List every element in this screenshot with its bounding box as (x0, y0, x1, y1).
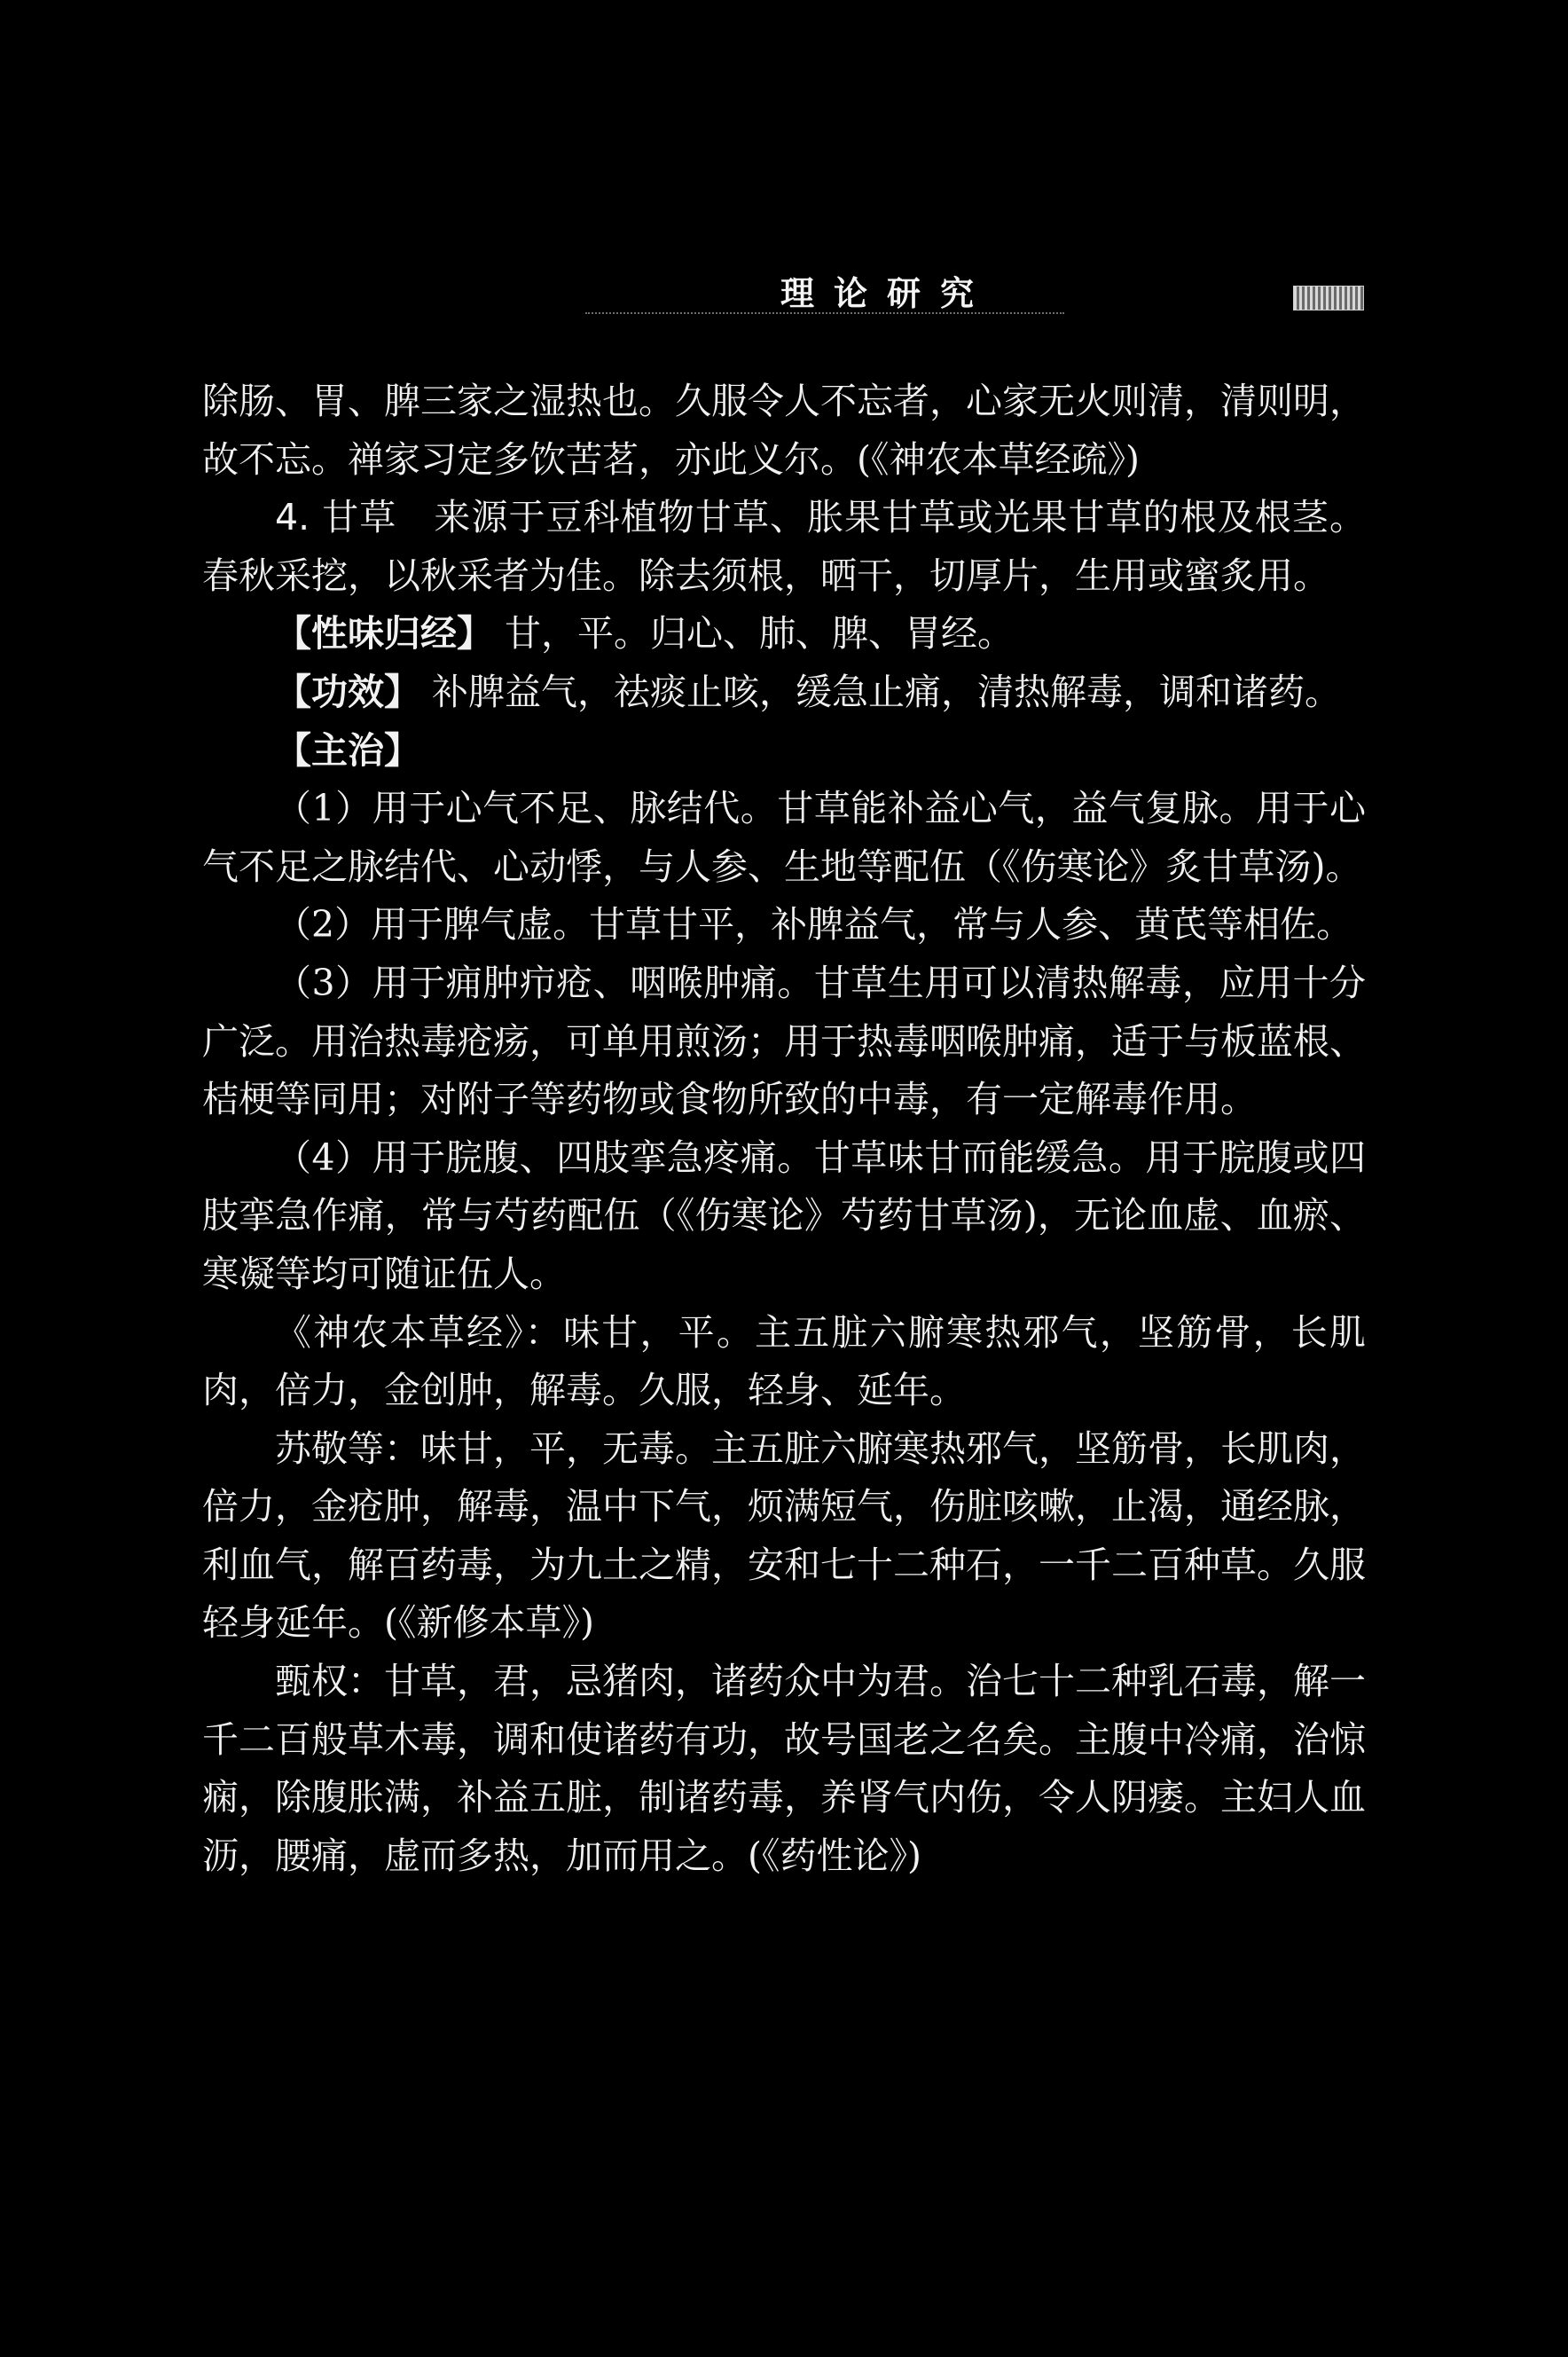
paragraph-text: 除肠、胃、脾三家之湿热也。久服令人不忘者，心家无火则清，清则明，故不忘。禅家习定多饮苦茗，亦此义尔。(《神农本草经疏》) (202, 380, 1366, 481)
paragraph-text: 补脾益气，祛痰止咳，缓急止痛，清热解毒，调和诸药。 (420, 670, 1342, 713)
paragraph-gancao-source (202, 489, 1366, 605)
section-label: 【主治】 (275, 728, 420, 772)
body-text (202, 373, 1366, 1885)
running-head (0, 259, 1568, 321)
paragraph (202, 1653, 1366, 1885)
paragraph-text: 来源于豆科植物甘草、胀果甘草或光果甘草的根及根茎。春秋采挖，以秋采者为佳。除去须根，晒干，切厚片，生用或蜜炙用。 (202, 496, 1367, 597)
paragraph (202, 955, 1366, 1129)
running-head-rule (585, 312, 1064, 314)
paragraph-efficacy (202, 664, 1366, 722)
paragraph (202, 1304, 1366, 1420)
paragraph-text: 甘，平。归心、肺、脾、胃经。 (493, 612, 1015, 656)
paragraph-text: 苏敬等：味甘，平，无毒。主五脏六腑寒热邪气，坚筋骨，长肌肉，倍力，金疮肿，解毒，温中下气，烦满短气，伤脏咳嗽，止渴，通经脉，利血气，解百药毒，为九土之精，安和七十二种石，一千二百种草。久服轻身延年。(《新修本草》) (202, 1426, 1366, 1645)
section-label: 【性味归经】 (275, 612, 493, 656)
paragraph-text: （4）用于脘腹、四肢挛急疼痛。甘草味甘而能缓急。用于脘腹或四肢挛急作痛，常与芍药配伍（《伤寒论》芍药甘草汤)，无论血虚、血瘀、寒凝等均可随证伍人。 (202, 1135, 1366, 1295)
paragraph (202, 896, 1366, 955)
paragraph (202, 1129, 1366, 1304)
section-label: 【功效】 (275, 670, 420, 713)
paragraph (202, 1420, 1366, 1653)
herb-heading: 4. 甘草 (275, 496, 397, 539)
paragraph-indications-heading (202, 722, 1366, 781)
page-number-mark (1293, 286, 1364, 310)
paragraph-text: （1）用于心气不足、脉结代。甘草能补益心气，益气复脉。用于心气不足之脉结代、心动悸，与人参、生地等配伍（《伤寒论》炙甘草汤)。 (202, 787, 1366, 888)
paragraph-text: （2）用于脾气虚。甘草甘平，补脾益气，常与人参、黄芪等相佐。 (275, 903, 1353, 947)
running-head-title: 理论研究 (780, 274, 994, 313)
paragraph-nature-meridian (202, 605, 1366, 664)
paragraph-text: （3）用于痈肿疖疮、咽喉肿痛。甘草生用可以清热解毒，应用十分广泛。用治热毒疮疡，可单用煎汤；用于热毒咽喉肿痛，适于与板蓝根、桔梗等同用；对附子等药物或食物所致的中毒，有一定解毒作用。 (202, 961, 1366, 1121)
paragraph (202, 780, 1366, 896)
paragraph (202, 373, 1366, 489)
paragraph-text: 甄权：甘草，君，忌猪肉，诸药众中为君。治七十二种乳石毒，解一千二百般草木毒，调和使诸药有功，故号国老之名矣。主腹中冷痛，治惊痫，除腹胀满，补益五脏，制诸药毒，养肾气内伤，令人阴痿。主妇人血沥，腰痛，虚而多热，加而用之。(《药性论》) (202, 1660, 1366, 1877)
paragraph-text: 《神农本草经》：味甘，平。主五脏六腑寒热邪气，坚筋骨，长肌肉，倍力，金创肿，解毒。久服，轻身、延年。 (202, 1310, 1366, 1412)
